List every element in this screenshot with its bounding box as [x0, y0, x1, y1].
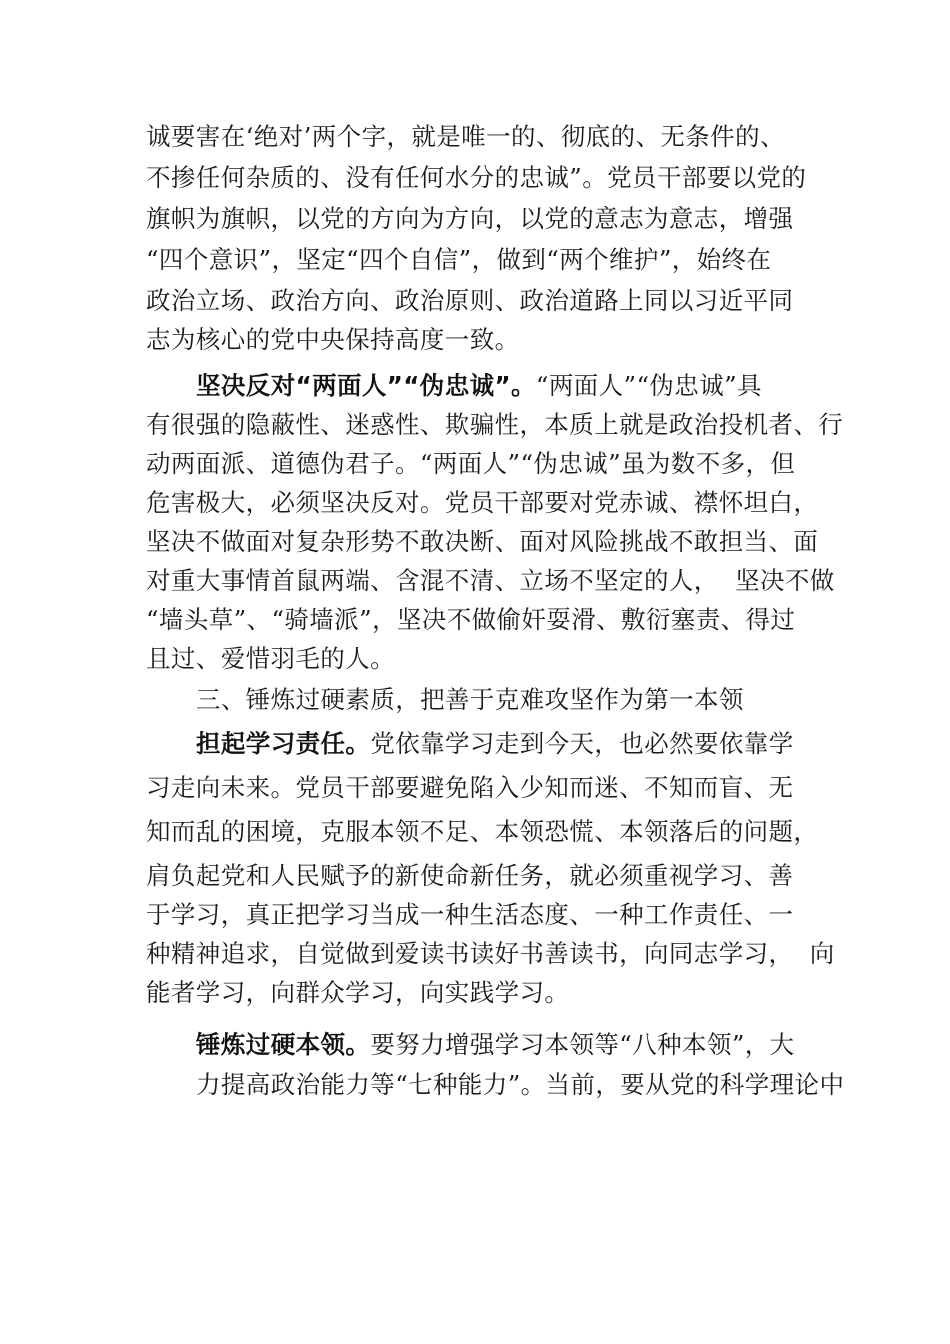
- text-line: 不掺任何杂质的、没有任何水分的忠诚”。党员干部要以党的: [146, 163, 807, 192]
- text-line: 肩负起党和人民赋予的新使命新任务，就必须重视学习、善: [146, 861, 794, 890]
- text-run: 党依靠学习走到今天，也必然要依靠学: [370, 729, 794, 758]
- text-line: 志为核心的党中央保持高度一致。: [146, 325, 520, 354]
- section-heading: 三、锤炼过硬素质，把善于克难攻坚作为第一本领: [196, 685, 744, 714]
- text-run: 要努力增强学习本领等“八种本领”，大: [370, 1030, 795, 1059]
- paragraph-first-line: [196, 1030, 950, 1060]
- text-line: 知而乱的困境，克服本领不足、本领恐慌、本领落后的问题，: [146, 817, 819, 846]
- text-line: 能者学习，向群众学习，向实践学习。: [146, 978, 570, 1007]
- text-line: 种精神追求，自觉做到爱读书读好书善读书，向同志学习， 向: [146, 939, 835, 968]
- text-line: 习走向未来。党员干部要避免陷入少知而迷、不知而盲、无: [146, 773, 794, 802]
- text-line: 坚决不做面对复杂形势不敢决断、面对风险挑战不敢担当、面: [146, 527, 819, 556]
- text-line: 诚要害在‘绝对’两个字，就是唯一的、彻底的、无条件的、: [146, 122, 785, 151]
- text-line: 于学习，真正把学习当成一种生活态度、一种工作责任、一: [146, 900, 794, 929]
- text-line: 危害极大，必须坚决反对。党员干部要对党赤诚、襟怀坦白，: [146, 488, 819, 517]
- text-line: 对重大事情首鼠两端、含混不清、立场不坚定的人， 坚决不做: [146, 566, 835, 595]
- paragraph-first-line: [196, 371, 950, 401]
- paragraph-first-line: [196, 729, 950, 759]
- text-run: “两面人”“伪忠诚”具: [535, 371, 762, 400]
- text-line: “墙头草”、“骑墙派”，坚决不做偷奸耍滑、敷衍塞责、得过: [146, 605, 796, 634]
- paragraph-heading: 锤炼过硬本领。: [196, 1030, 371, 1059]
- text-line: 政治立场、政治方向、政治原则、政治道路上同以习近平同: [146, 286, 794, 315]
- text-line: 有很强的隐蔽性、迷惑性、欺骗性，本质上就是政治投机者、行: [146, 410, 844, 439]
- text-line: “四个意识”，坚定“四个自信”，做到“两个维护”，始终在: [146, 245, 772, 274]
- paragraph-heading: 担起学习责任。: [196, 729, 371, 758]
- text-line: 力提高政治能力等“七种能力”。当前，要从党的科学理论中: [196, 1070, 845, 1099]
- text-line: 旗帜为旗帜，以党的方向为方向，以党的意志为意志，增强: [146, 204, 794, 233]
- paragraph-heading: 坚决反对“两面人”“伪忠诚”。: [196, 371, 536, 400]
- text-line: 且过、爱惜羽毛的人。: [146, 644, 395, 673]
- text-line: 动两面派、道德伪君子。“两面人”“伪忠诚”虽为数不多，但: [146, 449, 796, 478]
